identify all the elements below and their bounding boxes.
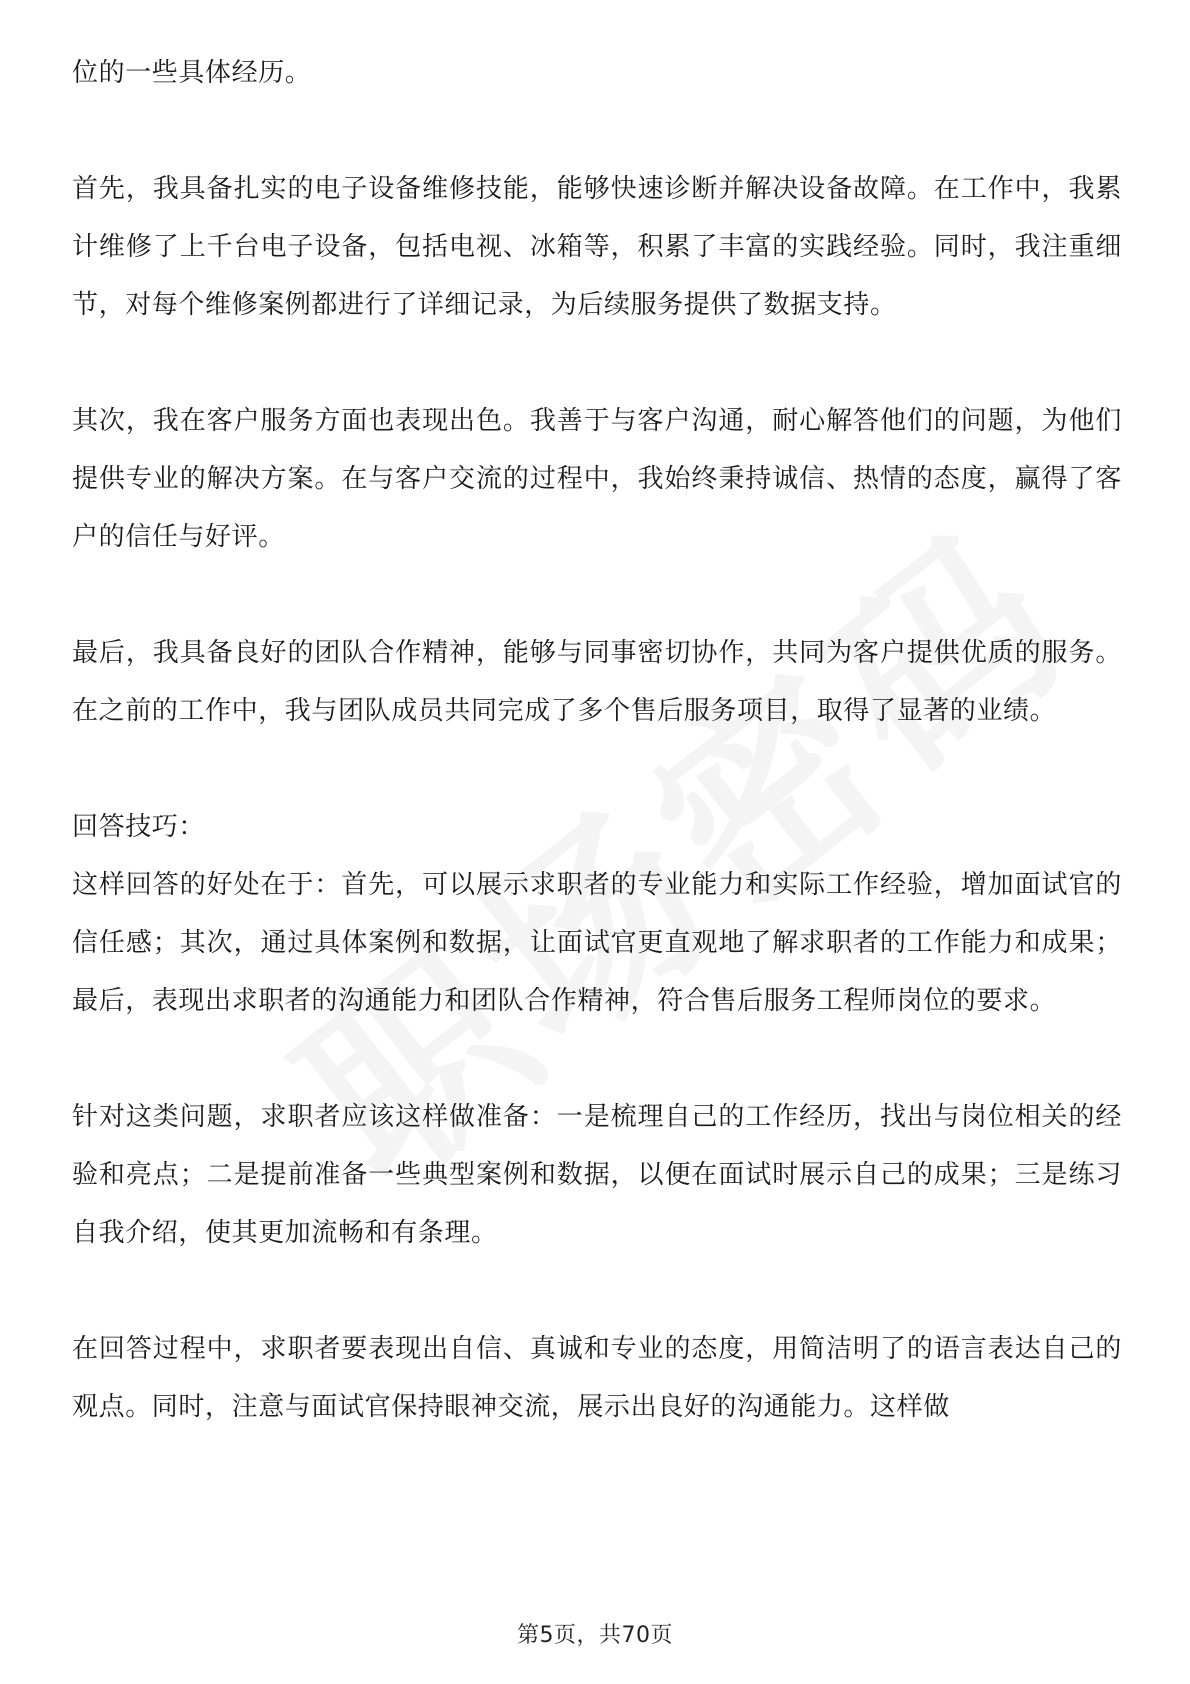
paragraph-gap (72, 740, 1122, 798)
page-content (72, 44, 1122, 1436)
paragraph-gap (72, 1030, 1122, 1088)
paragraph-gap (72, 334, 1122, 392)
paragraph-tips-benefits: 这样回答的好处在于：首先，可以展示求职者的专业能力和实际工作经验，增加面试官的信任感；其次，通过具体案例和数据，让面试官更直观地了解求职者的工作能力和成果；最后，表现出求职者的沟通能力和团队合作精神，符合售后服务工程师岗位的要求。 (72, 870, 1122, 1016)
paragraph-second-point: 其次，我在客户服务方面也表现出色。我善于与客户沟通，耐心解答他们的问题，为他们提供专业的解决方案。在与客户交流的过程中，我始终秉持诚信、热情的态度，赢得了客户的信任与好评。 (72, 406, 1122, 552)
paragraph-intro-continuation: 位的一些具体经历。 (72, 58, 312, 88)
section-heading-answer-tips: 回答技巧： (72, 812, 206, 842)
page-number-footer: 第5页，共70页 (517, 1623, 673, 1648)
paragraph-first-point: 首先，我具备扎实的电子设备维修技能，能够快速诊断并解决设备故障。在工作中，我累计维修了上千台电子设备，包括电视、冰箱等，积累了丰富的实践经验。同时，我注重细节，对每个维修案例都进行了详细记录，为后续服务提供了数据支持。 (72, 174, 1122, 320)
paragraph-preparation: 针对这类问题，求职者应该这样做准备：一是梳理自己的工作经历，找出与岗位相关的经验和亮点；二是提前准备一些典型案例和数据，以便在面试时展示自己的成果；三是练习自我介绍，使其更加流畅和有条理。 (72, 1102, 1122, 1248)
paragraph-gap (72, 1262, 1122, 1320)
paragraph-answer-process: 在回答过程中，求职者要表现出自信、真诚和专业的态度，用简洁明了的语言表达自己的观点。同时，注意与面试官保持眼神交流，展示出良好的沟通能力。这样做 (72, 1334, 1122, 1422)
paragraph-gap (72, 566, 1122, 624)
paragraph-third-point: 最后，我具备良好的团队合作精神，能够与同事密切协作，共同为客户提供优质的服务。在之前的工作中，我与团队成员共同完成了多个售后服务项目，取得了显著的业绩。 (72, 638, 1122, 726)
paragraph-gap (72, 102, 1122, 160)
